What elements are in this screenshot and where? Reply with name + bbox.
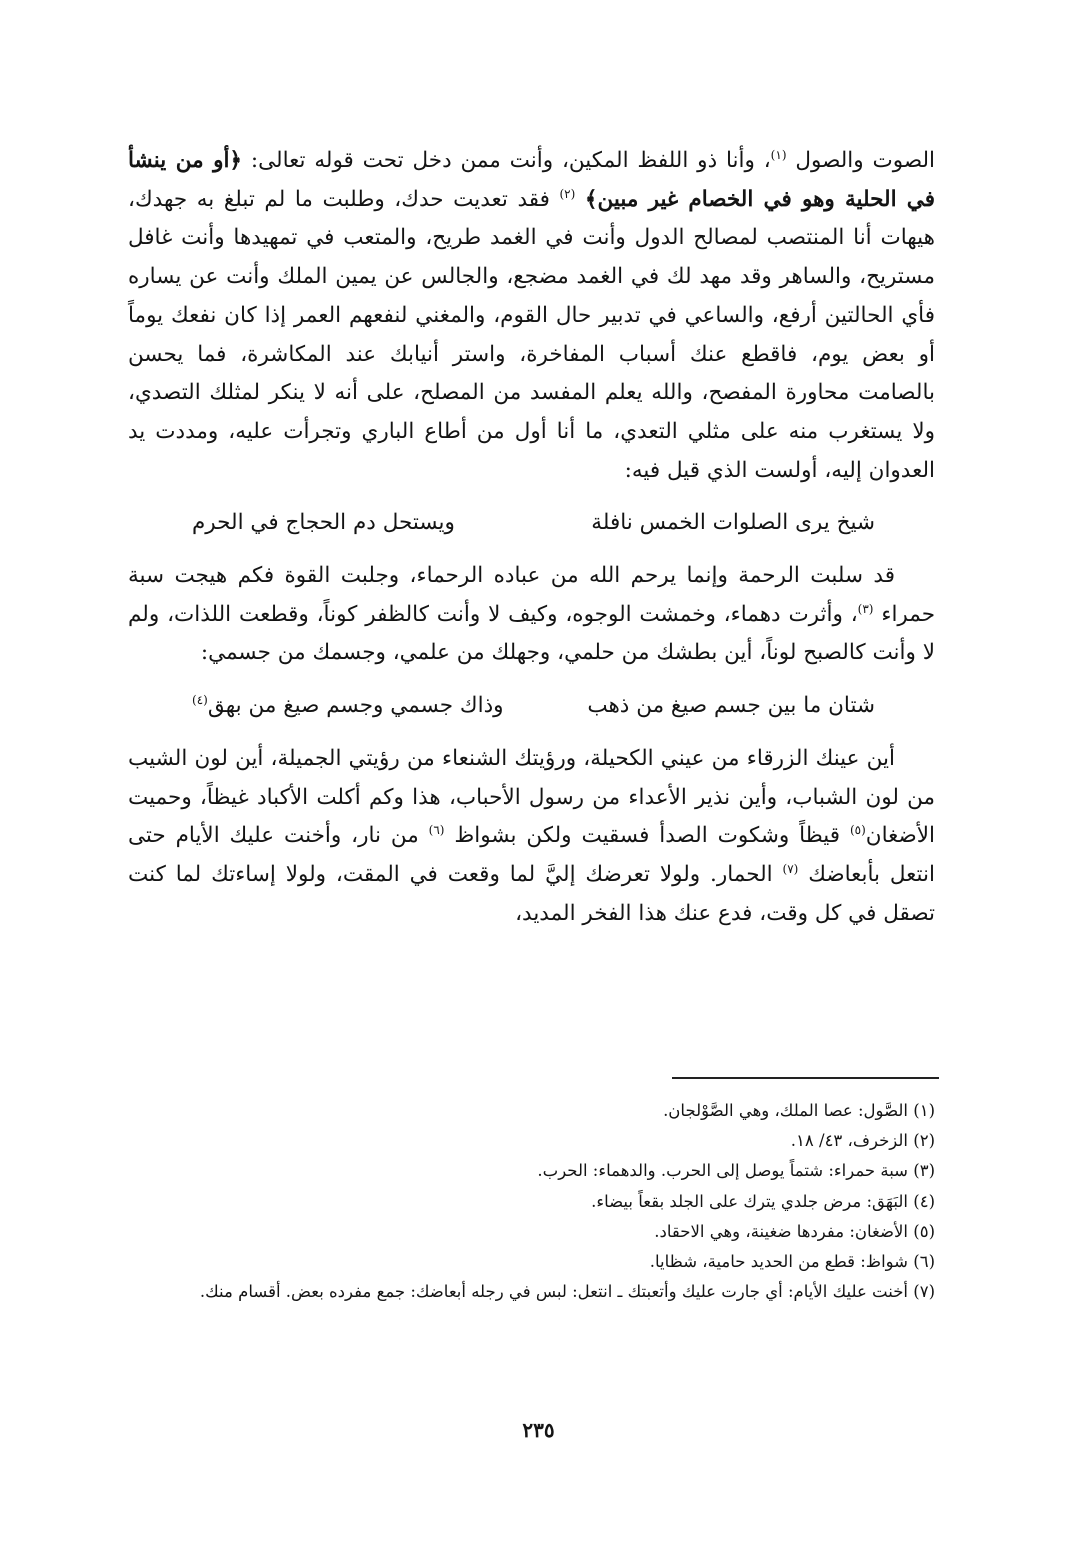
text-run: قيظاً وشكوت الصدأ فسقيت ولكن بشواظ — [454, 823, 850, 849]
text-run: أين عينك الزرقاء من عيني الكحيلة، ورؤيتك الشنعاء من رؤيتي الجميلة، أين لون الشيب من لون الشباب، وأين نذير الأعداء من رسول الأحباب، هذا وكم أكلت الأكباد غيظاً، وحميت الأضغان — [128, 745, 935, 849]
verse-hemistich-first: شتان ما بين جسم صيغ من ذهب — [587, 693, 875, 719]
text-run: ، وأثرت دهماء، وخمشت الوجوه، وكيف لا وأنت كالظفر كوناً، وقطعت اللذات، ولم لا وأنت كالصبح لوناً، أين بطشك من حلمي، وجهلك من علمي، وجسمك من جسمي: — [128, 601, 935, 666]
footnote-3: (٣) سبة حمراء: شتماً يوصل إلى الحرب. والدهماء: الحرب. — [537, 1161, 935, 1181]
main-text — [128, 142, 935, 933]
verse-hemistich-second: وذاك جسمي وجسم صيغ من بهق — [207, 693, 504, 719]
quran-quote: ﴿أو من ينشأ في الحلية وهو في الخصام غير مبين﴾ — [128, 148, 935, 212]
text-run: الحمار. ولولا تعرضك إليَّ لما وقعت في المقت، ولولا إساءتك لما كنت تصقل في كل وقت، فدع عنك هذا الفخر المديد، — [128, 861, 935, 926]
verse-hemistich-second: ويستحل دم الحجاج في الحرم — [192, 510, 455, 536]
text-run: من نار، وأخنت عليك الأيام حتى انتعل بأبعاضك — [128, 823, 935, 887]
footnote-5: (٥) الأضغان: مفردها ضغينة، وهي الاحقاد. — [654, 1221, 935, 1241]
footnote-1: (١) الصَّول: عصا الملك، وهي الصَّوْلجان. — [663, 1101, 935, 1120]
text-run: ، وأنا ذو اللفظ المكين، وأنت ممن دخل تحت قوله تعالى: — [242, 148, 771, 173]
footnote-ref-6: (٦) — [428, 823, 445, 838]
footnote-6: (٦) شواظ: قطع من الحديد حامية، شظايا. — [649, 1252, 935, 1272]
footnote-2: (٢) الزخرف، ٤٣/ ١٨. — [790, 1131, 935, 1151]
verse-hemistich-first: شيخ يرى الصلوات الخمس نافلة — [591, 510, 875, 536]
verse-2 — [128, 687, 935, 726]
footnote-ref-2: (٢) — [559, 186, 576, 201]
text-run: فقد تعديت حدك، وطلبت ما لم تبلغ به جهدك، هيهات أنا المنتصب لمصالح الدول وأنت في الغمد طريح، والمتعب في تمهيدها وأنت غافل مستريح، والساهر وقد مهد لك في الغمد مضجع، والجالس عن يمين الملك وأنت عن يساره فأي الحالتين أرفع، والساعي في تدبير حال القوم، والمغني لنفعهم العمر إذا كان نفعك يوماً أو بعض يوم، فاقطع عنك أسباب المفاخرة، واستر أنيابك عند المكاشرة، فما يحسن بالصامت محاورة المفصح، والله يعلم المفسد من المصلح، على أنه لا ينكر لمثلك التصدي، ولا يستغرب منه على مثلي التعدي، ما أنا أول من أطاع الباري وتجرأت عليه، ومددت يد العدوان إليه، أولست الذي قيل فيه: — [128, 186, 935, 483]
paragraph-3 — [128, 740, 935, 934]
footnote-separator — [672, 1077, 939, 1079]
text-run: الصوت والصول — [795, 148, 936, 173]
text-run: قد سلبت الرحمة وإنما يرحم الله من عباده الرحماء، وجلبت القوة فكم هيجت سبة حمراء — [128, 563, 935, 627]
footnote-ref-3: (٣) — [857, 601, 874, 616]
paragraph-1 — [128, 142, 935, 490]
page-number: ٢٣٥ — [522, 1418, 555, 1442]
footnote-4: (٤) البَهَق: مرض جلدي يترك على الجلد بقعاً بيضاء. — [591, 1191, 935, 1211]
verse-1 — [128, 504, 935, 543]
footnote-7: (٧) أخنت عليك الأيام: أي جارت عليك وأتعبتك ـ انتعل: لبس في رجله أبعاضك: جمع مفرده بعض. أقسام منك. — [199, 1282, 935, 1302]
footnote-ref-7: (٧) — [782, 861, 799, 876]
verse-hemistich-second-wrap: وذاك جسمي وجسم صيغ من بهق(٤) — [192, 687, 504, 726]
paragraph-2 — [128, 557, 935, 673]
footnote-ref-5: (٥) — [849, 823, 866, 838]
footnote-ref-1: (١) — [770, 147, 787, 162]
footnotes — [128, 1096, 935, 1307]
